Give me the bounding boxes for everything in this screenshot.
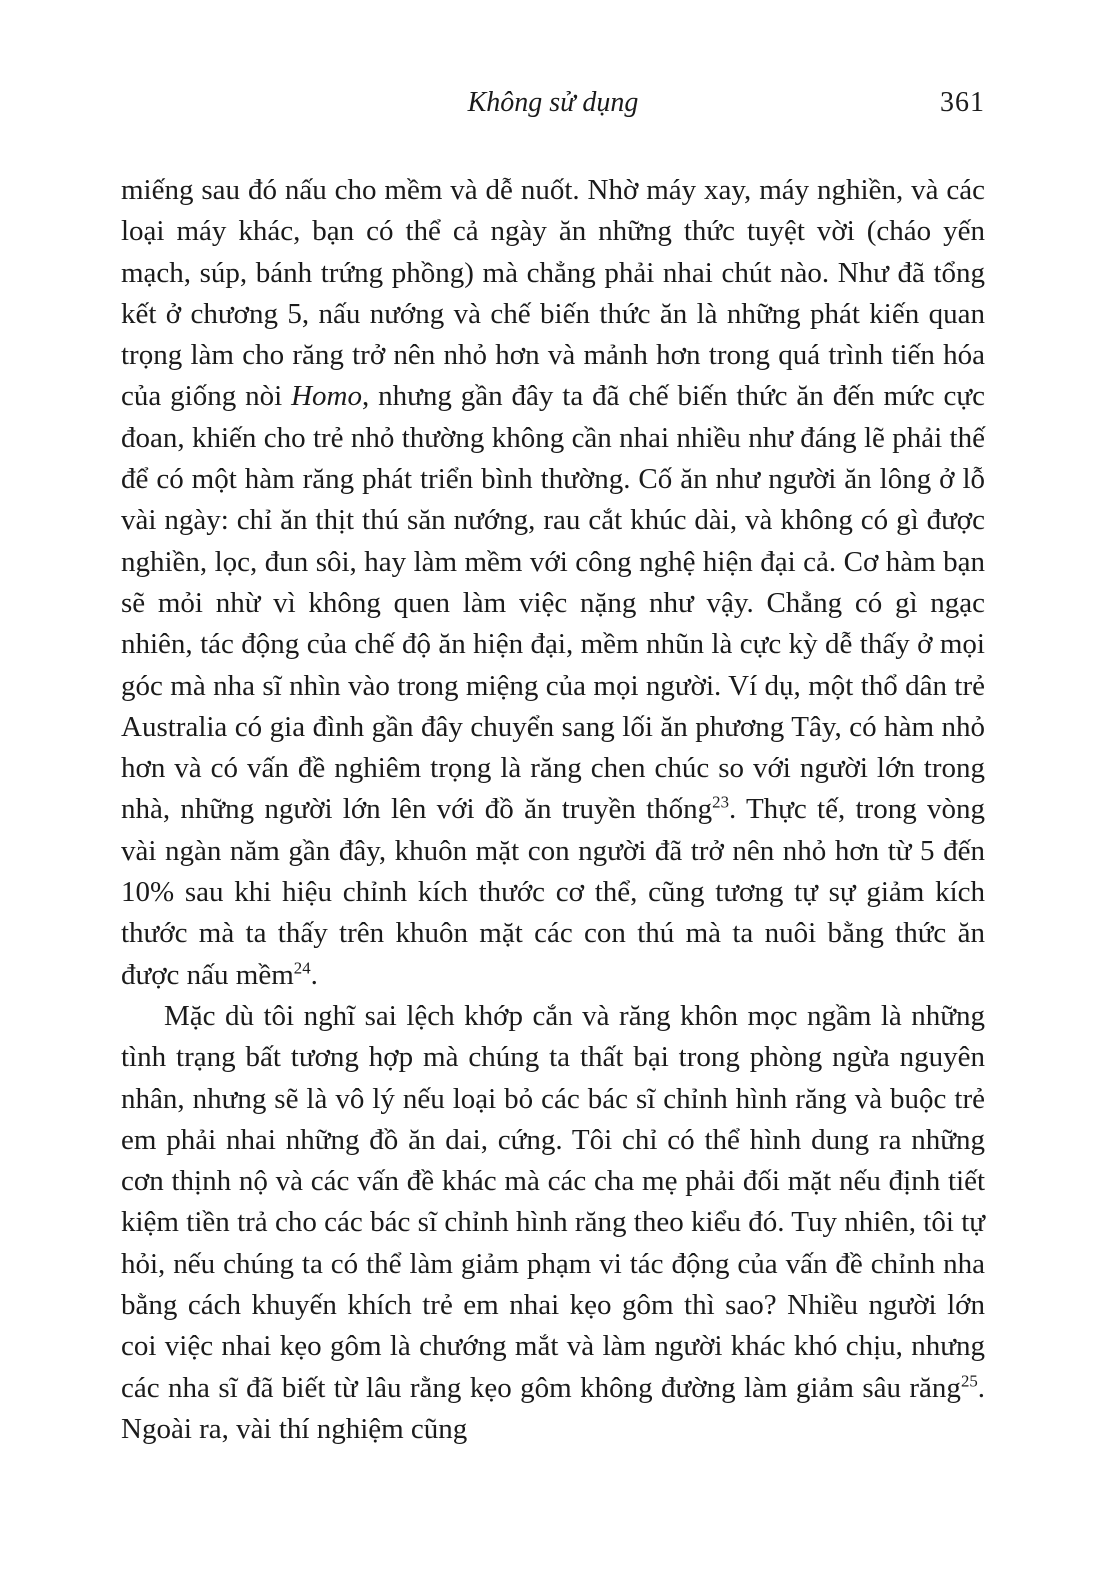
running-title: Không sử dụng xyxy=(467,87,639,118)
text-run: miếng sau đó nấu cho mềm và dễ nuốt. Nhờ máy xay, máy nghiền, và các loại máy khác, bạn có thể cả ngày ăn những thức tuyệt vời (cháo yến mạch, súp, bánh trứng phồng) mà chẳng phải nhai chút nào. Như đã tổng kết ở chương 5, nấu nướng và chế biến thức ăn là những phát kiến quan trọng làm cho răng trở nên nhỏ hơn và mảnh hơn trong quá trình tiến hóa của giống nòi xyxy=(121,174,985,413)
footnote-ref: 24 xyxy=(293,957,311,977)
page-number: 361 xyxy=(940,87,985,118)
text-run: , nhưng gần đây ta đã chế biến thức ăn đến mức cực đoan, khiến cho trẻ nhỏ thường không cần nhai nhiều như đáng lẽ phải thế để có một hàm răng phát triển bình thường. Cố ăn như người ăn lông ở lỗ vài ngày: chỉ ăn thịt thú săn nướng, rau cắt khúc dài, và không có gì được nghiền, lọc, đun sôi, hay làm mềm với công nghệ hiện đại cả. Cơ hàm bạn sẽ mỏi nhừ vì không quen làm việc nặng như vậy. Chẳng có gì ngạc nhiên, tác động của chế độ ăn hiện đại, mềm nhũn là cực kỳ dễ thấy ở mọi góc mà nha sĩ nhìn vào trong miệng của mọi người. Ví dụ, một thổ dân trẻ Australia có gia đình gần đây chuyển sang lối ăn phương Tây, có hàm nhỏ hơn và có vấn đề nghiêm trọng là răng chen chúc so với người lớn trong nhà, những người lớn lên với đồ ăn truyền thống xyxy=(121,380,985,826)
paragraph xyxy=(121,996,985,1450)
footnote-ref: 25 xyxy=(960,1370,978,1390)
text-run: Mặc dù tôi nghĩ sai lệch khớp cắn và răng khôn mọc ngầm là những tình trạng bất tương hợp mà chúng ta thất bại trong phòng ngừa nguyên nhân, nhưng sẽ là vô lý nếu loại bỏ các bác sĩ chỉnh hình răng và buộc trẻ em phải nhai những đồ ăn dai, cứng. Tôi chỉ có thể hình dung ra những cơn thịnh nộ và các vấn đề khác mà các cha mẹ phải đối mặt nếu định tiết kiệm tiền trả cho các bác sĩ chỉnh hình răng theo kiểu đó. Tuy nhiên, tôi tự hỏi, nếu chúng ta có thể làm giảm phạm vi tác động của vấn đề chỉnh nha bằng cách khuyến khích trẻ em nhai kẹo gôm thì sao? Nhiều người lớn coi việc nhai kẹo gôm là chướng mắt và làm người khác khó chịu, nhưng các nha sĩ đã biết từ lâu rằng kẹo gôm không đường làm giảm sâu răng xyxy=(121,999,985,1404)
page-header xyxy=(121,86,985,126)
text-run: . Thực tế, trong vòng vài ngàn năm gần đây, khuôn mặt con người đã trở nên nhỏ hơn từ 5 đến 10% sau khi hiệu chỉnh kích thước cơ thể, cũng tương tự sự giảm kích thước mà ta thấy trên khuôn mặt các con thú mà ta nuôi bằng thức ăn được nấu mềm xyxy=(121,793,985,991)
text-run: . xyxy=(310,958,318,991)
footnote-ref: 23 xyxy=(712,792,729,812)
paragraph-continuation xyxy=(121,170,985,996)
text-run: . Ngoài ra, vài thí nghiệm cũng xyxy=(121,1371,985,1445)
page-body xyxy=(121,170,985,1450)
italic-term: Homo xyxy=(291,380,362,413)
